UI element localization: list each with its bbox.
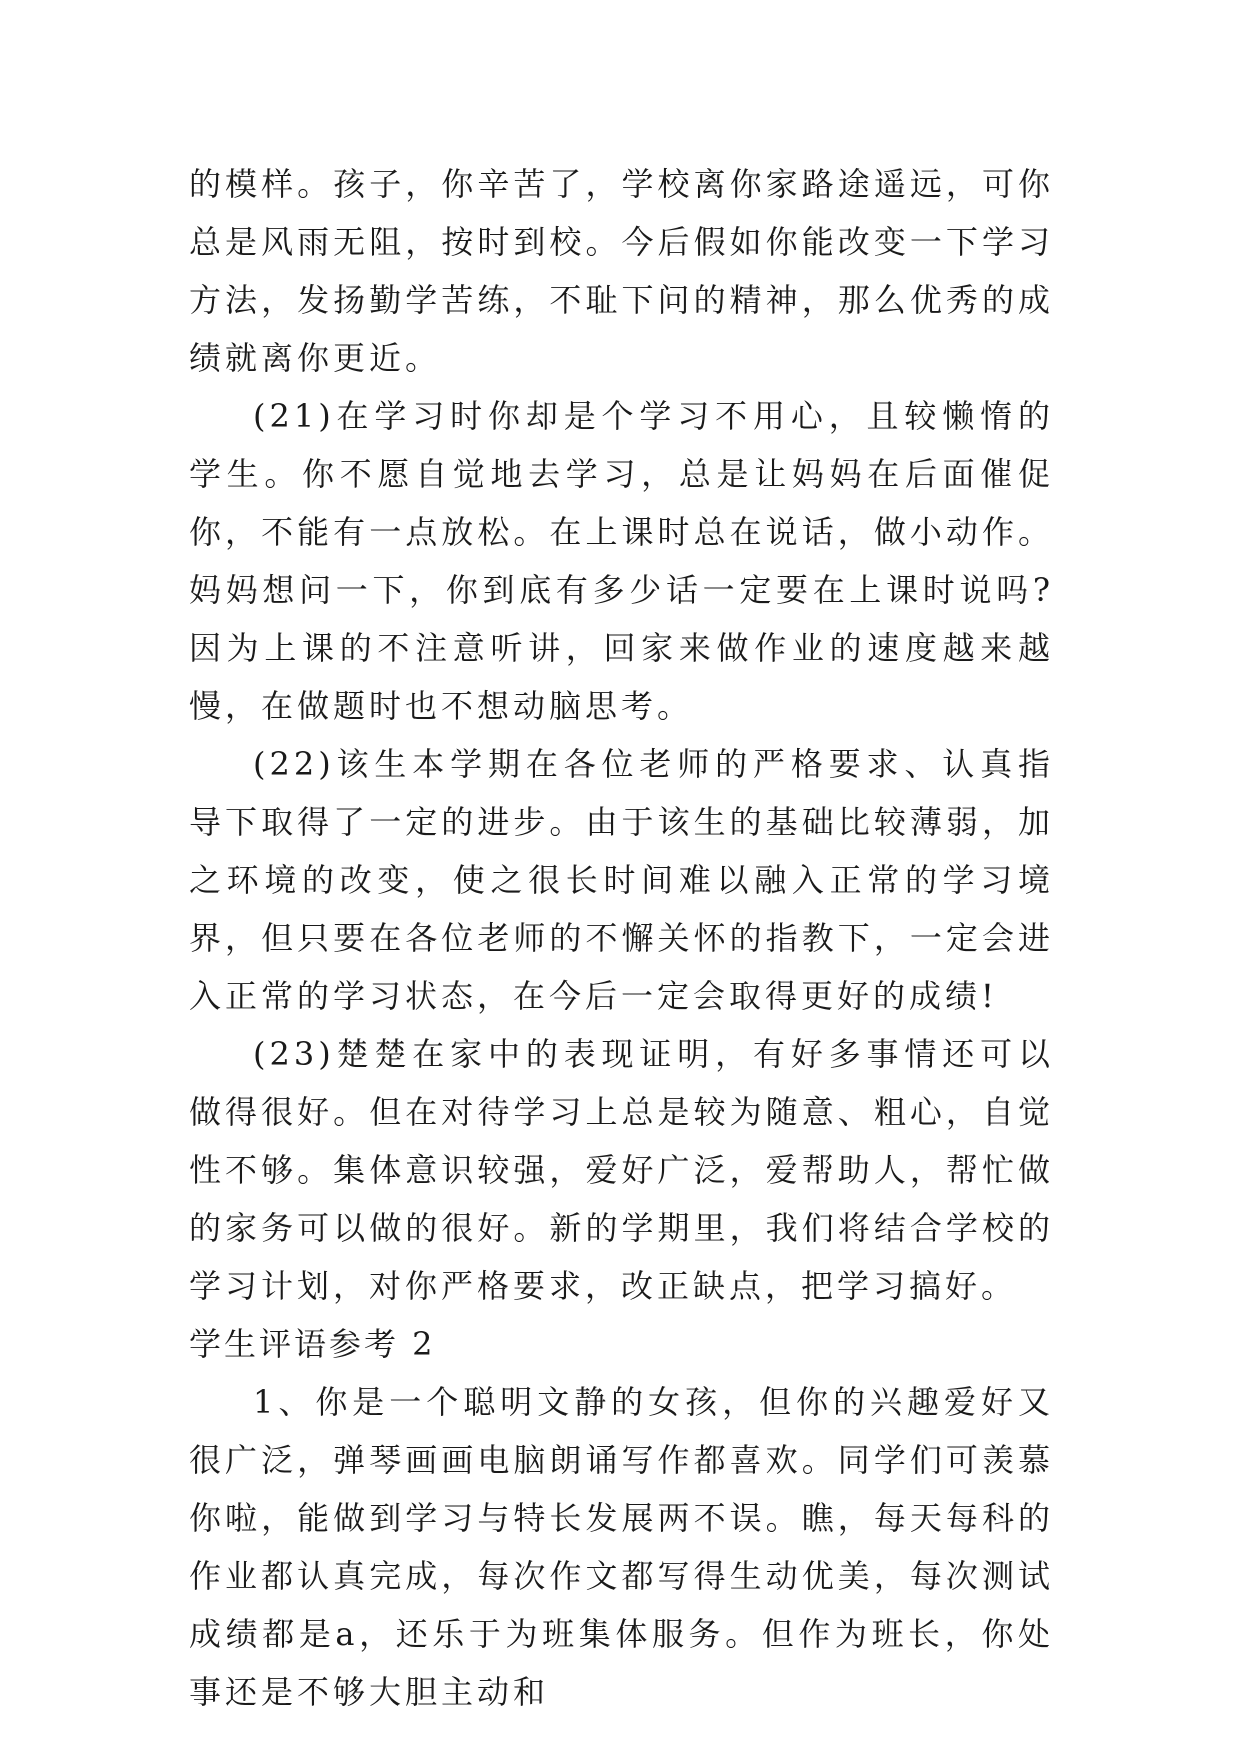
paragraph-continuation: 的模样。孩子，你辛苦了，学校离你家路途遥远，可你总是风雨无阻，按时到校。今后假如你能改变一下学习方法，发扬勤学苦练，不耻下问的精神，那么优秀的成绩就离你更近。 <box>189 165 1054 377</box>
paragraph-s2-item-1: 1、你是一个聪明文静的女孩，但你的兴趣爱好又很广泛，弹琴画画电脑朗诵写作都喜欢。同学们可羡慕你啦，能做到学习与特长发展两不误。瞧，每天每科的作业都认真完成，每次作文都写得生动优美，每次测试成绩都是a，还乐于为班集体服务。但作为班长，你处事还是不够大胆主动和 <box>189 1383 1054 1711</box>
paragraph-item-21: (21)在学习时你却是个学习不用心，且较懒惰的学生。你不愿自觉地去学习，总是让妈妈在后面催促你，不能有一点放松。在上课时总在说话，做小动作。妈妈想问一下，你到底有多少话一定要在上课时说吗?因为上课的不注意听讲，回家来做作业的速度越来越慢，在做题时也不想动脑思考。 <box>189 397 1054 725</box>
paragraph-item-23: (23)楚楚在家中的表现证明，有好多事情还可以做得很好。但在对待学习上总是较为随意、粗心，自觉性不够。集体意识较强，爱好广泛，爱帮助人，帮忙做的家务可以做的很好。新的学期里，我们将结合学校的学习计划，对你严格要求，改正缺点，把学习搞好。 <box>189 1035 1054 1305</box>
document-body <box>189 155 1054 1721</box>
section-heading: 学生评语参考 2 <box>189 1325 436 1363</box>
paragraph-item-22: (22)该生本学期在各位老师的严格要求、认真指导下取得了一定的进步。由于该生的基础比较薄弱，加之环境的改变，使之很长时间难以融入正常的学习境界，但只要在各位老师的不懈关怀的指教下，一定会进入正常的学习状态，在今后一定会取得更好的成绩! <box>189 745 1054 1015</box>
